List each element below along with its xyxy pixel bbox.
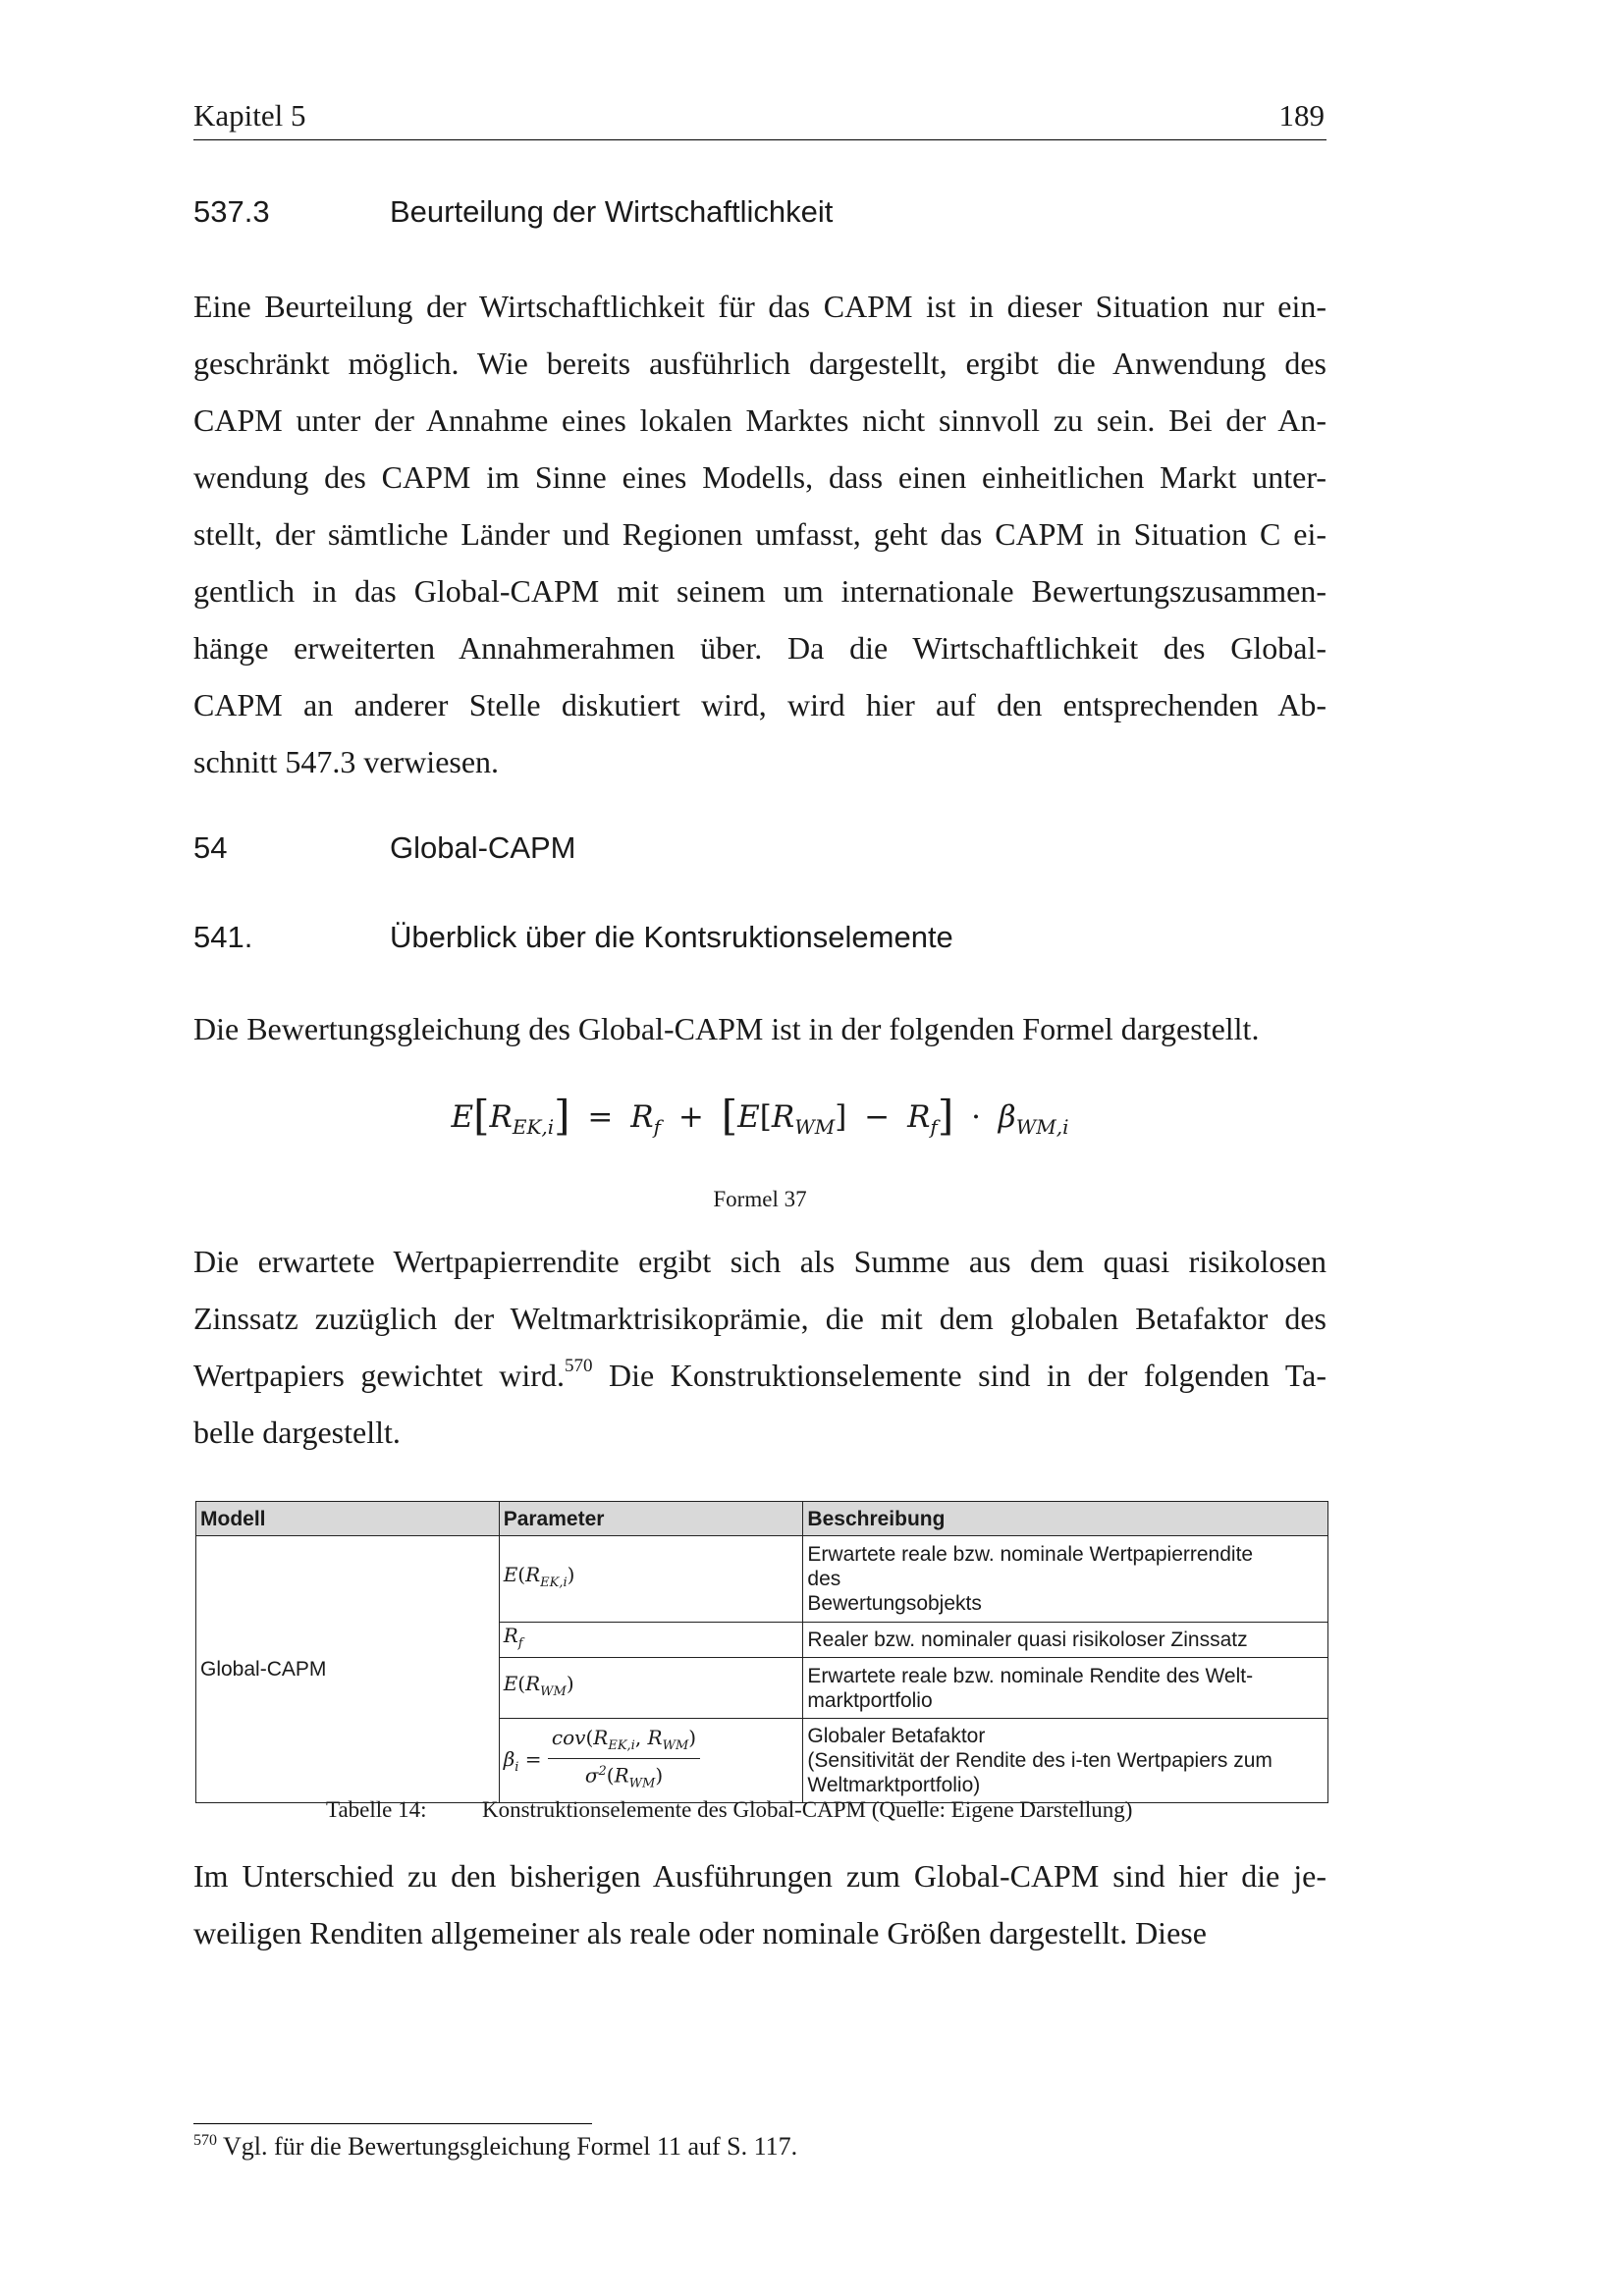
text-line: stellt, der sämtliche Länder und Regionen umfasst, geht das CAPM in Situation C ei- (193, 516, 1326, 552)
construction-elements-table (195, 1501, 1328, 1803)
text-line: CAPM an anderer Stelle diskutiert wird, wird hier auf den entsprechenden Ab- (193, 687, 1326, 722)
section-number: 541. (193, 920, 253, 954)
column-header: Beschreibung (803, 1502, 1328, 1536)
page-number: 189 (1278, 98, 1325, 133)
text-line: gentlich in das Global-CAPM mit seinem um internationale Bewertungszusammen- (193, 573, 1326, 609)
formula-intro (193, 1000, 1326, 1057)
caption-label: Tabelle 14: (326, 1797, 427, 1822)
text-line: Im Unterschied zu den bisherigen Ausführungen zum Global-CAPM sind hier die je- (193, 1858, 1326, 1894)
text-line: wendung des CAPM im Sinne eines Modells, dass einen einheitlichen Markt unter- (193, 459, 1326, 495)
text-line: CAPM unter der Annahme eines lokalen Marktes nicht sinnvoll zu sein. Bei der An- (193, 402, 1326, 438)
formula-label: Formel 37 (713, 1187, 807, 1211)
section-title: Global-CAPM (390, 830, 576, 865)
param-formula: $E(R_{WM})$ (503, 1672, 574, 1699)
footnote-text: Vgl. für die Bewertungsgleichung Formel 11 auf S. 117. (217, 2132, 798, 2161)
parameter-cell (499, 1623, 803, 1658)
text-line: Eine Beurteilung der Wirtschaftlichkeit für das CAPM ist in dieser Situation nur ein- (193, 289, 1326, 324)
parameter-cell (499, 1658, 803, 1719)
section-number: 54 (193, 830, 228, 865)
footnote (193, 2132, 797, 2162)
caption-text: Konstruktionselemente des Global-CAPM (Quelle: Eigene Darstellung) (482, 1797, 1133, 1822)
table-header-row (196, 1502, 1328, 1536)
param-formula: $\beta_i$ = $\frac{cov(R_{EK,i}, R_{WM})}{\sigma^2(R_{WM})}$ (504, 1747, 700, 1771)
formula-global-capm: $E[R_{EK,i}] = R_f + [E[R_{WM}] - R_f] \cdot \beta_{WM,i}$ (451, 1092, 1069, 1140)
model-cell: Global-CAPM (196, 1536, 500, 1803)
column-header: Parameter (499, 1502, 803, 1536)
parameter-cell (499, 1536, 803, 1623)
param-formula: $R_f$ (503, 1624, 523, 1651)
text-line: Zinssatz zuzüglich der Weltmarktrisikoprämie, die mit dem globalen Betafaktor des (193, 1301, 1326, 1336)
description-cell: Erwartete reale bzw. nominale Wertpapierrendite des Bewertungsobjekts (803, 1536, 1328, 1623)
section-number: 537.3 (193, 194, 270, 229)
text-line: Die Bewertungsgleichung des Global-CAPM ist in der folgenden Formel dargestellt. (193, 1011, 1260, 1046)
description-cell: Globaler Betafaktor (Sensitivität der Rendite des i-ten Wertpapiers zum Weltmarktportfolio) (803, 1719, 1328, 1803)
footnote-ref[interactable]: 570 (564, 1356, 593, 1376)
parameter-cell (499, 1719, 803, 1803)
paragraph-explanation (193, 1233, 1326, 1461)
param-formula: $E(R_{EK,i})$ (503, 1563, 575, 1590)
beta-fraction: $\frac{cov(R_{EK,i}, R_{WM})}{\sigma^2(R_{WM})}$ (548, 1726, 700, 1796)
text-line: Die erwartete Wertpapierrendite ergibt sich als Summe aus dem quasi risikolosen (193, 1244, 1326, 1279)
section-title: Beurteilung der Wirtschaftlichkeit (390, 194, 834, 229)
text-line: schnitt 547.3 verwiesen. (193, 744, 500, 779)
footnote-divider (193, 2123, 592, 2124)
text-line: hänge erweiterten Annahmerahmen über. Da die Wirtschaftlichkeit des Global- (193, 630, 1326, 666)
column-header: Modell (196, 1502, 500, 1536)
table-row (196, 1536, 1328, 1623)
text-line: Wertpapiers gewichtet wird.$^{570}$ Die Konstruktionselemente sind in der folgenden Ta- (193, 1356, 1327, 1393)
description-cell: Realer bzw. nominaler quasi risikoloser Zinssatz (803, 1623, 1328, 1658)
footnote-number: 570 (193, 2132, 217, 2149)
paragraph-wirtschaftlichkeit (193, 278, 1326, 790)
chapter-label: Kapitel 5 (193, 98, 306, 133)
paragraph-closing (193, 1847, 1326, 1961)
text-line: belle dargestellt. (193, 1415, 401, 1450)
text-line: geschränkt möglich. Wie bereits ausführlich dargestellt, ergibt die Anwendung des (193, 346, 1326, 381)
running-head (193, 96, 1326, 140)
section-title: Überblick über die Kontsruktionselemente (390, 920, 953, 954)
text-line: weiligen Renditen allgemeiner als reale oder nominale Größen dargestellt. Diese (193, 1915, 1207, 1950)
description-cell: Erwartete reale bzw. nominale Rendite des Welt- marktportfolio (803, 1658, 1328, 1719)
